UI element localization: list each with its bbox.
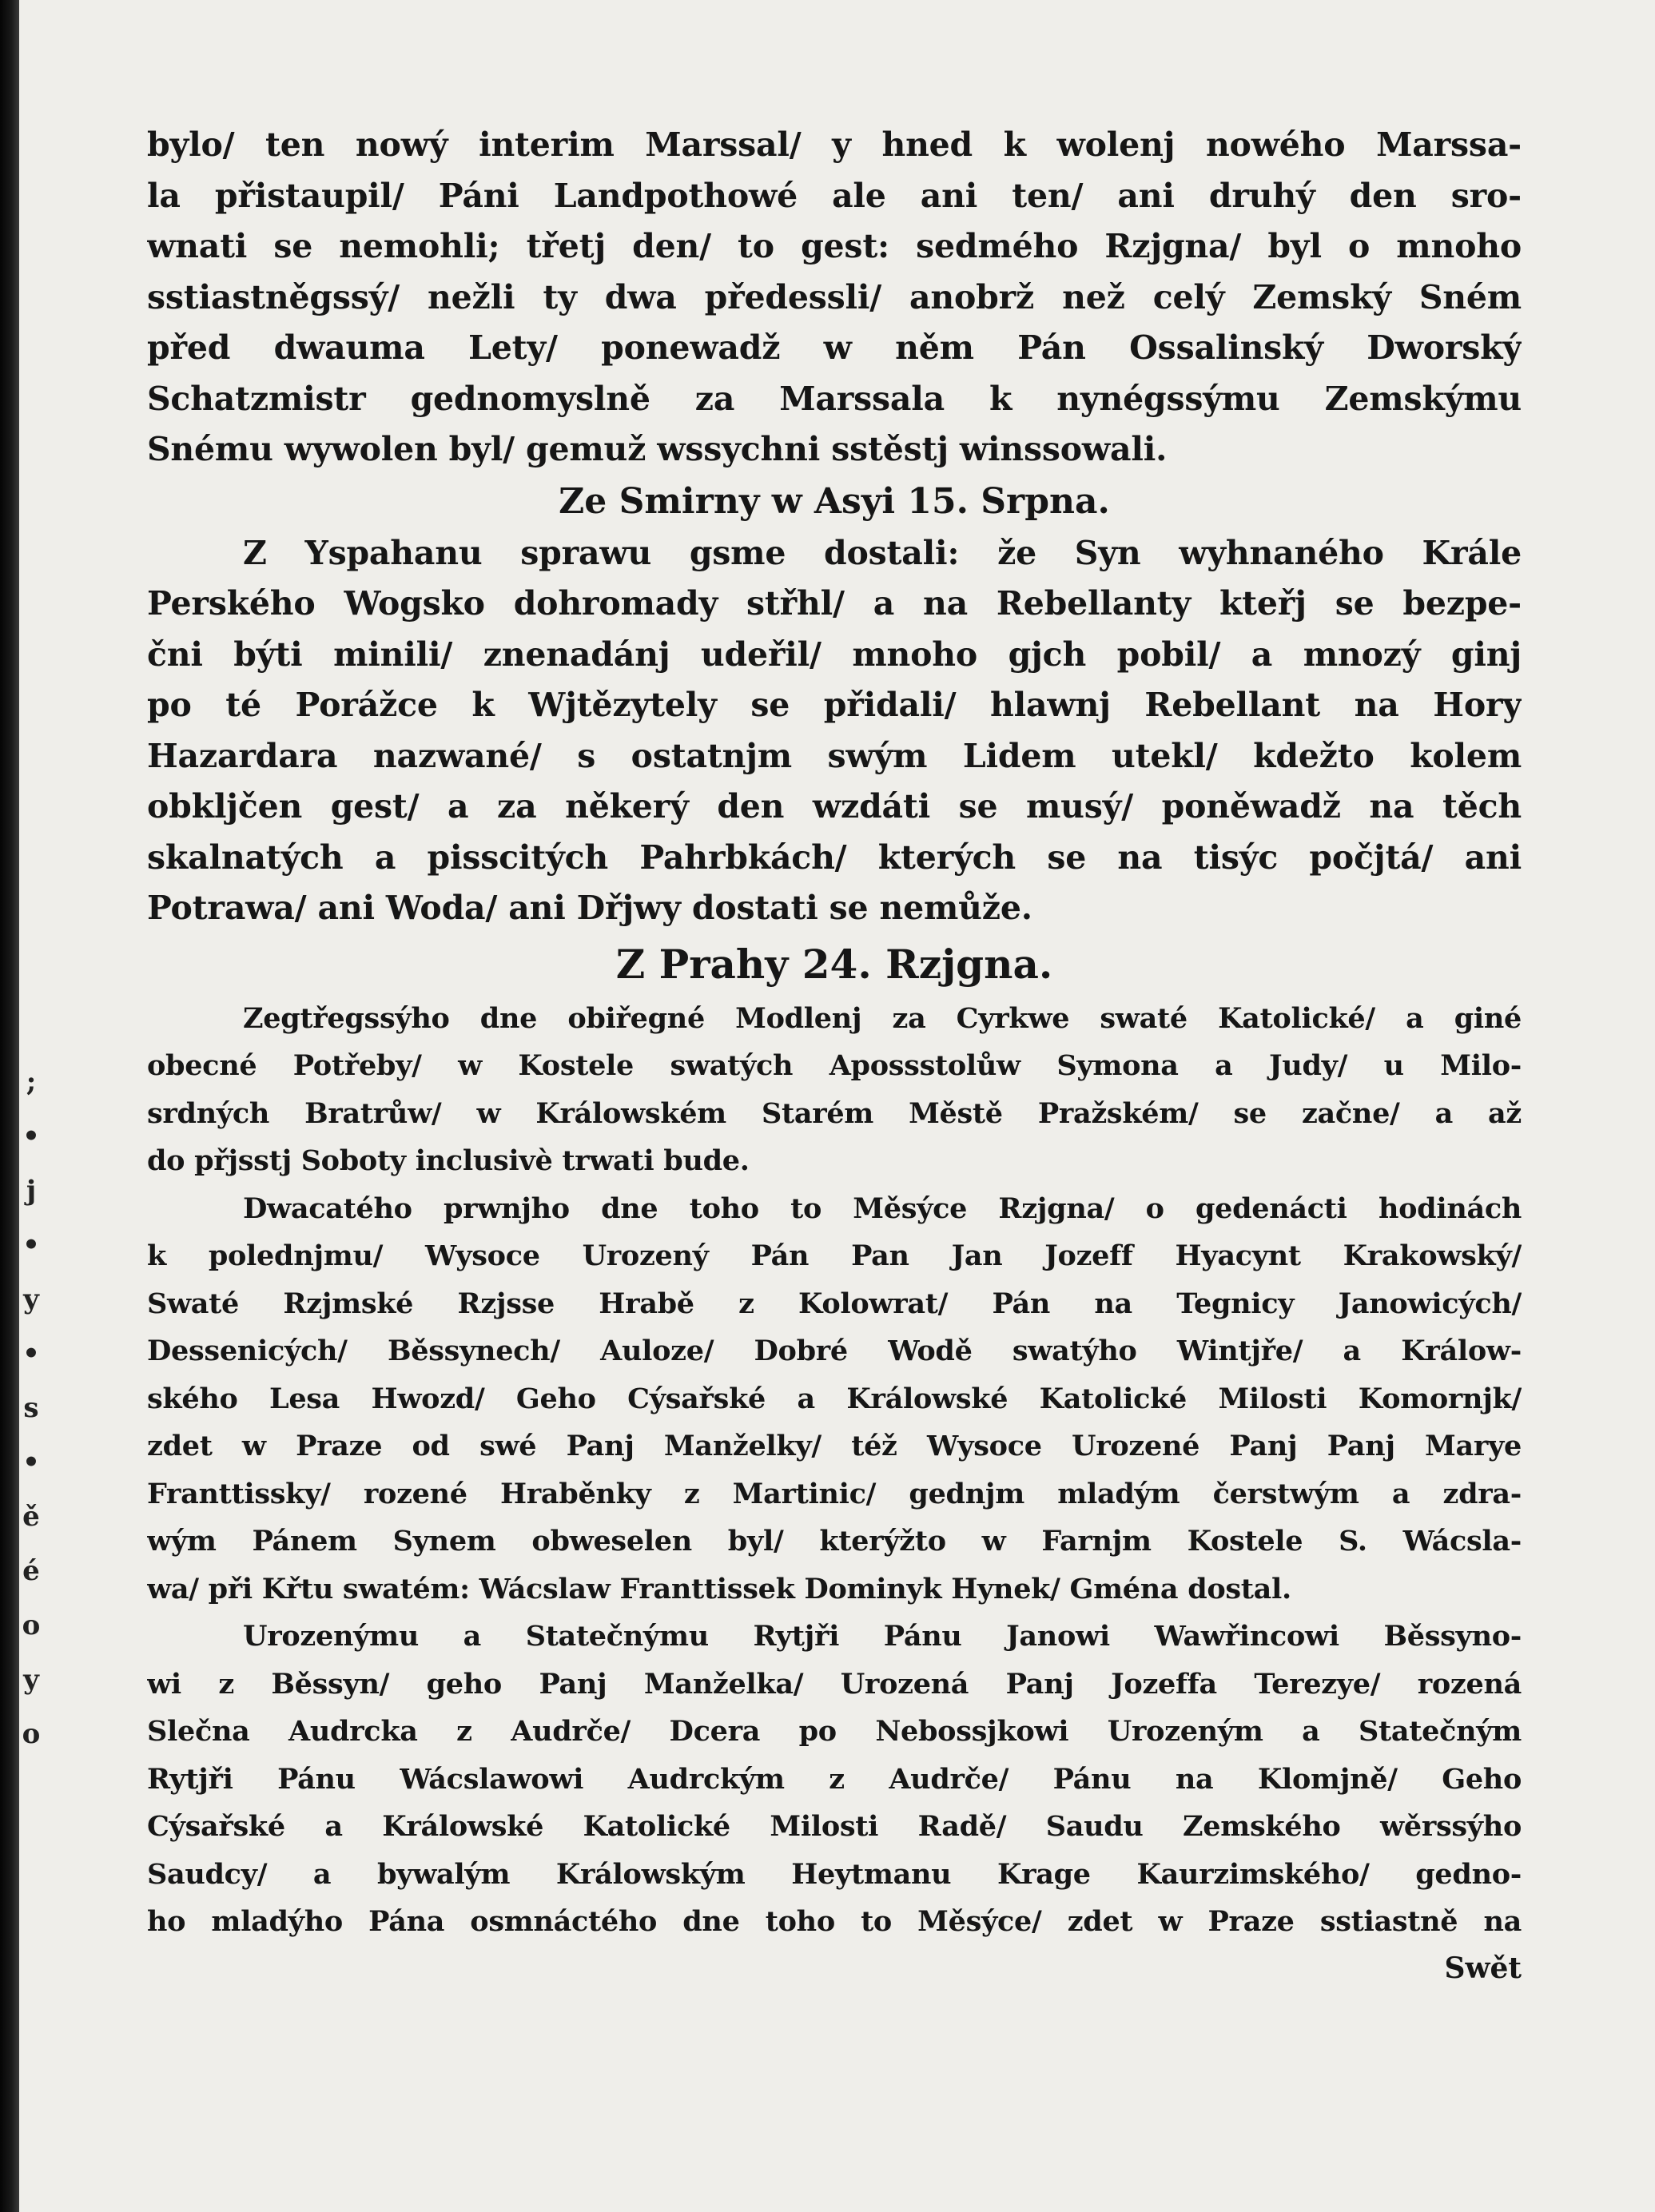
margin-mark: • [22, 1446, 40, 1478]
text-line: Urozenýmu a Statečnýmu Rytjři Pánu Janowi Wawřincowi Běssyno- [243, 1620, 1522, 1653]
margin-mark: s [23, 1392, 39, 1424]
text-line: Zegtřegssýho dne obiřegné Modlenj za Cyrkwe swaté Katolické/ a giné [243, 1001, 1522, 1035]
text-line: obecné Potřeby/ w Kostele swatých Apossstolůw Symona a Judy/ u Milo- [147, 1049, 1522, 1082]
text-line: před dwauma Lety/ ponewadž w něm Pán Ossalinský Dworský [147, 328, 1522, 367]
margin-mark: • [22, 1338, 40, 1370]
paragraph-kolowrat [147, 1185, 1522, 1613]
text-line: Franttissky/ rozené Hraběnky z Martinic/ gednjm mladým čerstwým a zdra- [147, 1477, 1522, 1510]
text-line: srdných Bratrůw/ w Králowském Starém Městě Pražském/ se začne/ a až [147, 1096, 1522, 1130]
text-line: zdet w Praze od swé Panj Manželky/ též Wysoce Urozené Panj Panj Marye [147, 1430, 1522, 1462]
paragraph-yspahan [147, 528, 1522, 934]
text-line: Dwacatého prwnjho dne toho to Měsýce Rzjgna/ o gedenácti hodinách [243, 1192, 1522, 1225]
text-line: Dessenicých/ Běssynech/ Auloze/ Dobré Wodě swatýho Wintjře/ a Králow- [147, 1335, 1522, 1367]
text-line: Snému wywolen byl/ gemuž wssychni sstěstj winssowali. [147, 430, 1168, 468]
text-line: skalnatých a pisscitých Pahrbkách/ kterých se na tisýc počjtá/ ani [147, 837, 1522, 877]
text-line: wa/ při Křtu swatém: Wácslaw Franttissek Dominyk Hynek/ Gména dostal. [147, 1572, 1291, 1605]
margin-mark: ; [26, 1066, 37, 1098]
text-line: ského Lesa Hwozd/ Geho Cýsařské a Králowské Katolické Milosti Komornjk/ [147, 1382, 1522, 1415]
margin-mark: o [22, 1609, 41, 1641]
scan-edge [0, 0, 19, 2212]
section-heading-smirna: Ze Smirny w Asyi 15. Srpna. [559, 480, 1110, 522]
text-line: Slečna Audrcka z Audrče/ Dcera po Nebossjkowi Urozeným a Statečným [147, 1715, 1522, 1748]
margin-mark: y [23, 1664, 39, 1696]
left-margin-marks [19, 1055, 43, 1761]
text-line: Cýsařské a Králowské Katolické Milosti Radě/ Saudu Zemského wěrssýho [147, 1810, 1522, 1843]
margin-mark: ě [22, 1501, 40, 1533]
paragraph-bessyn [147, 1613, 1522, 1946]
catchword: Swět [1444, 1951, 1522, 1985]
text-line: bylo/ ten nowý interim Marssal/ y hned k wolenj nowého Marssa- [147, 125, 1522, 164]
text-line: Swaté Rzjmské Rzjsse Hrabě z Kolowrat/ Pán na Tegnicy Janowicých/ [147, 1287, 1522, 1320]
text-line: Hazardara nazwané/ s ostatnjm swým Lidem utekl/ kdežto kolem [147, 736, 1522, 775]
text-block [147, 120, 1522, 1991]
paragraph-marssal [147, 120, 1522, 475]
text-line: wnati se nemohli; třetj den/ to gest: sedmého Rzjgna/ byl o mnoho [147, 227, 1522, 265]
text-line: Schatzmistr gednomyslně za Marssala k nynégssýmu Zemskýmu [147, 379, 1522, 418]
text-line: wi z Běssyn/ geho Panj Manželka/ Urozená Panj Jozeffa Terezye/ rozená [147, 1667, 1522, 1701]
margin-mark: • [22, 1229, 40, 1261]
document-page [19, 0, 1655, 2212]
text-line: Potrawa/ ani Woda/ ani Dřjwy dostati se nemůže. [147, 889, 1032, 927]
text-line: po té Porážce k Wjtězytely se přidali/ hlawnj Rebellant na Hory [147, 686, 1522, 724]
text-line: k polednjmu/ Wysoce Urozený Pán Pan Jan Jozeff Hyacynt Krakowský/ [147, 1239, 1522, 1272]
section-heading-praha: Z Prahy 24. Rzjgna. [615, 940, 1053, 988]
text-line: Z Yspahanu sprawu gsme dostali: že Syn wyhnaného Krále [243, 533, 1522, 572]
margin-mark: é [22, 1555, 40, 1587]
margin-mark: j [26, 1175, 37, 1207]
text-line: obkljčen gest/ a za někerý den wzdáti se musý/ poněwadž na těch [147, 787, 1522, 826]
text-line: wým Pánem Synem obweselen byl/ kterýžto w Farnjm Kostele S. Wácsla- [147, 1525, 1522, 1558]
text-line: ho mladýho Pána osmnáctého dne toho to Měsýce/ zdet w Praze sstiastně na [147, 1905, 1522, 1938]
text-line: do přjsstj Soboty inclusivè trwati bude. [147, 1144, 750, 1177]
margin-mark: o [22, 1718, 41, 1750]
text-line: čni býti minili/ znenadánj udeřil/ mnoho gjch pobil/ a mnozý ginj [147, 635, 1522, 674]
text-line: sstiastněgssý/ nežli ty dwa předessli/ anobrž než celý Zemský Sném [147, 277, 1522, 316]
margin-mark: • [22, 1120, 40, 1152]
text-line: la přistaupil/ Páni Landpothowé ale ani ten/ ani druhý den sro- [147, 176, 1522, 215]
paragraph-modlenj [147, 995, 1522, 1185]
margin-mark: y [23, 1283, 39, 1315]
text-line: Saudcy/ a bywalým Králowským Heytmanu Krage Kaurzimského/ gedno- [147, 1857, 1522, 1891]
text-line: Rytjři Pánu Wácslawowi Audrckým z Audrče/ Pánu na Klomjně/ Geho [147, 1762, 1522, 1796]
text-line: Perského Wogsko dohromady střhl/ a na Rebellanty kteřj se bezpe- [147, 584, 1522, 623]
